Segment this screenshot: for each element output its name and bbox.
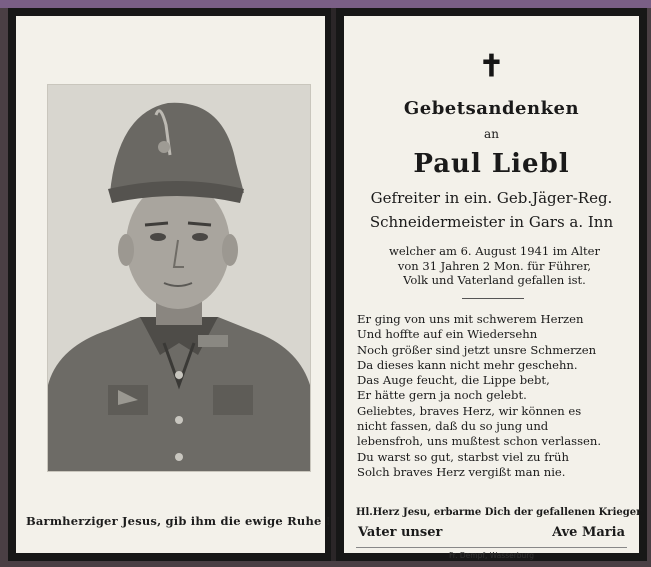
death-notice-line: von 31 Jahren 2 Mon. für Führer,: [397, 258, 592, 273]
vater-unser: Vater unser: [358, 525, 443, 540]
printer-divider: [356, 547, 627, 548]
closing-prayer: Hl.Herz Jesu, erbarme Dich der gefallenen Krieger: [356, 507, 642, 518]
memorial-card-text-side: [336, 8, 647, 561]
poem-line: lebensfroh, uns mußtest schon verlassen.: [357, 434, 602, 449]
military-rank: Gefreiter in ein. Geb.Jäger-Reg.: [370, 189, 613, 207]
poem-line: Noch größer sind jetzt unsre Schmerzen: [357, 342, 597, 357]
poem-line: Er hätte gern ja noch gelebt.: [357, 388, 527, 403]
poem-line: Er ging von uns mit schwerem Herzen: [357, 312, 584, 326]
prayer-caption: Barmherziger Jesus, gib ihm die ewige Ruhe !: [25, 514, 331, 528]
memorial-card-photo-side: [8, 8, 333, 561]
memorial-poem: [357, 312, 641, 480]
divider: [462, 298, 524, 299]
heading-preposition: an: [484, 127, 499, 141]
death-notice: [356, 244, 633, 288]
poem-line: Geliebtes, braves Herz, wir können es: [357, 403, 582, 418]
card-heading: Gebetsandenken: [403, 98, 580, 119]
death-notice-line: welcher am 6. August 1941 im Alter: [389, 244, 600, 258]
cross-icon: ✝: [478, 49, 505, 84]
poem-line: Solch braves Herz vergißt man nie.: [357, 464, 566, 479]
poem-line: Das Auge feucht, die Lippe bebt,: [357, 373, 550, 388]
poem-line: Und hoffte auf ein Wiedersehn: [357, 327, 538, 342]
soldier-portrait-photo: [47, 84, 311, 472]
poem-line: Du warst so gut, starbst viel zu früh: [357, 449, 569, 464]
deceased-name: Paul Liebl: [413, 149, 570, 179]
ave-maria: Ave Maria: [552, 525, 625, 540]
poem-line: Da dieses kann nicht mehr geschehn.: [357, 357, 578, 372]
death-notice-line: Volk und Vaterland gefallen ist.: [403, 273, 586, 287]
poem-line: nicht fassen, daß du so jung und: [357, 419, 549, 434]
background-strip: [0, 0, 651, 8]
occupation-line: Schneidermeister in Gars a. Inn: [369, 213, 614, 231]
printer-imprint: Fr. Dempf, Wasserburg: [448, 551, 535, 560]
